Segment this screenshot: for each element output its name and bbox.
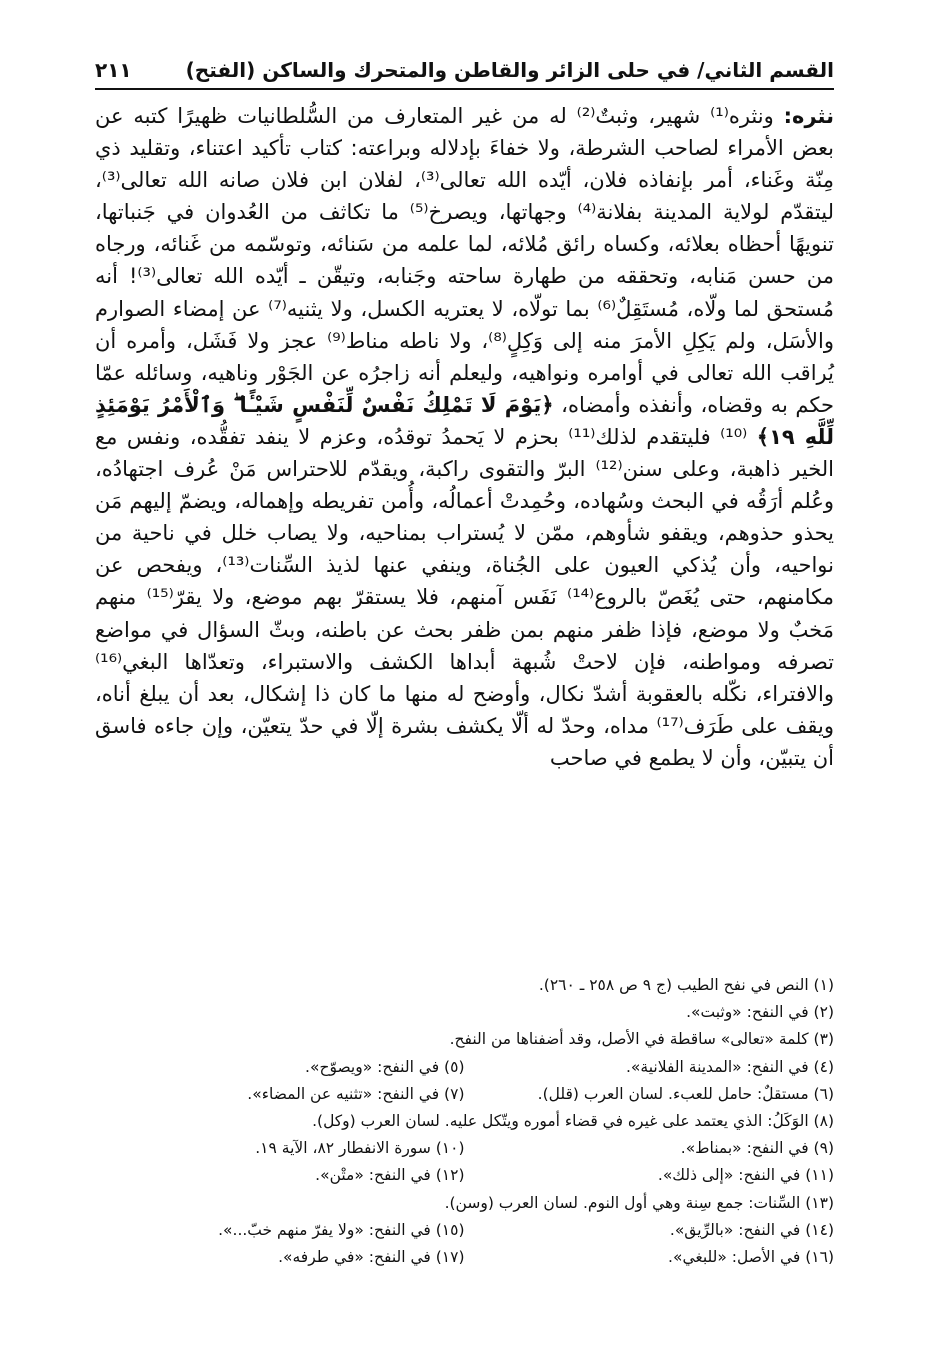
footnote: (١٦) في الأصل: «للبغي». [668, 1247, 834, 1266]
footnote: (٤) في النفح: «المدينة الفلانية». [626, 1057, 834, 1076]
footnote: (١) النص في نفح الطيب (ج ٩ ص ٢٥٨ ـ ٢٦٠). [538, 976, 834, 994]
quran-verse: ﴿يَوْمَ لَا تَمْلِكُ نَفْسٌ لِّنَفْسٍ شَيْـًٔا ۖ وَٱلْأَمْرُ يَوْمَئِذٍ لِّلَّهِ ١٩﴾ [95, 392, 834, 449]
footnote: (٣) كلمة «تعالى» ساقطة في الأصل، وقد أضفناها من النفح. [449, 1030, 834, 1049]
footnote: (١٧) في النفح: «في طرفه». [278, 1247, 465, 1266]
main-text [95, 100, 834, 774]
main-paragraph [95, 100, 834, 774]
footnote: (١٤) في النفح: «بالرِّيق». [669, 1220, 834, 1239]
section-lead-word: نثره: [783, 104, 834, 128]
footnote: (١١) في النفح: «إلى ذلك». [657, 1166, 834, 1185]
footnote: (١٢) في النفح: «متْن». [315, 1166, 465, 1185]
footnote: (٨) الوَكَلُ: الذي يعتمد على غيره في قضاء أموره ويتّكل عليه. لسان العرب (وكل). [312, 1111, 834, 1130]
footnote: (٧) في النفح: «تثنيه عن المضاء». [247, 1084, 465, 1103]
footnote: (٢) في النفح: «وثبت». [686, 1003, 834, 1022]
footnote: (١٣) السِّنات: جمع سِنة وهي أول النوم. لسان العرب (وسن). [444, 1193, 834, 1212]
page-header [95, 48, 834, 82]
running-title: القسم الثاني/ في حلى الزائر والقاطن والمتحرك والساكن (الفتح) [185, 58, 834, 82]
paragraph-text-2: ⁽¹⁰⁾ فليتقدم لذلك⁽¹¹⁾ بحزم لا يَحمدُ توقدُه، وعزم لا ينفد تفقُّده، ونفس مع الخير ذاهبة، وعلى سنن⁽¹²⁾ البرّ والتقوى راكبة، ويقدّم للاحتراس مَنْ عُرف اجتهادُه، وعُلم أرَقُه في البحث وسُهاده، وحُمِدتْ أعمالُه، وأُمن تفريطه وإهماله، ويضمّ إليهم مَن يحذو حذوهم، ويقفو شأوهم، ممّن لا يُستراب بمناحيه، ولا يصاب خلل في ناحية من نواحيه، وأن يُذكي العيون على الجُناة، وينفي عنها لذيذ السِّنات⁽¹³⁾، ويفحص عن مكامنهم، حتى يُغَصّ بالروع⁽¹⁴⁾ نَفَس آمنهم، فلا يستقرّ بهم موضع، ولا يقرّ⁽¹⁵⁾ منهم مَخبٌ ولا موضع، فإذا ظفر منهم بمن ظفر بحث عن باطنه، وبثّ السؤال في مواضع تصرفه ومواطنه، فإن لاحتْ شُبهة أبداها الكشف والاستبراء، وتعدّاها البغي⁽¹⁶⁾ والافتراء، نكّله بالعقوبة أشدّ نكال، وأوضح له منها ما كان ذا إشكال، بعد أن يبلغ أناه، ويقف على طَرَف⁽¹⁷⁾ مداه، وحدّ له ألّا يكشف بشرة إلّا في حدّ يتعيّن، وإن جاءه فاسق أن يتبيّن، وأن لا يطمع في صاحب [95, 424, 835, 770]
paragraph-text-1: ونثره⁽¹⁾ شهير، وثبتٌ⁽²⁾ له من غير المتعارف من السُّلطانيات ظهيرًا كتبه عن بعض الأمراء لصاحب الشرطة، ولا خفاءَ بإدلاله وبراعته: كتاب تأكيد اعتناء، وتقليد ذي مِنّة وغَناء، أمر بإنفاذه فلان، أيّده الله تعالى⁽³⁾، لفلان ابن فلان صانه الله تعالى⁽³⁾، ليتقدّم لولاية المدينة بفلانة⁽⁴⁾ وجهاتها، ويصرخ⁽⁵⁾ ما تكاثف من العُدوان في جَنباتها، تنويهًا أحظاه بعلائه، وكساه رائق مُلائه، لما علمه من سَنائه، وتوسّمه من غَنائه، ورجاه من حسن مَنابه، وتحققه من طهارة ساحته وجَنابه، وتيقّن ـ أيّده الله تعالى⁽³⁾! أنه مُستحق لما ولّاه، مُستَقِلٌ⁽⁶⁾ بما تولّاه، لا يعتريه الكسل، ولا يثنيه⁽⁷⁾ عن إمضاء الصوارم والأسَل، ولم يَكِلِ الأمرَ منه إلى وَكِلٍ⁽⁸⁾، ولا ناطه مناط⁽⁹⁾ عجز ولا فَشَل، وأمره أن يُراقب الله تعالى في أوامره ونواهيه، وليعلم أنه زاجرُه عن الجَوْر وناهيه، وسائله عمّا حكم به وقضاه، وأنفذه وأمضاه، [95, 104, 834, 417]
footnote: (٥) في النفح: «ويصوّح». [305, 1057, 465, 1076]
footnote: (٦) مستقلٌ: حامل للعبء. لسان العرب (قلل). [537, 1084, 834, 1103]
page-number: ٢١١ [95, 58, 132, 82]
header-divider [95, 88, 834, 90]
footnote: (١٠) سورة الانفطار ٨٢، الآية ١٩. [255, 1139, 465, 1158]
footnotes [95, 972, 834, 1271]
footnote: (٩) في النفح: «بمناط». [680, 1139, 834, 1158]
footnote: (١٥) في النفح: «ولا يفرّ منهم خبّ...». [218, 1220, 465, 1239]
